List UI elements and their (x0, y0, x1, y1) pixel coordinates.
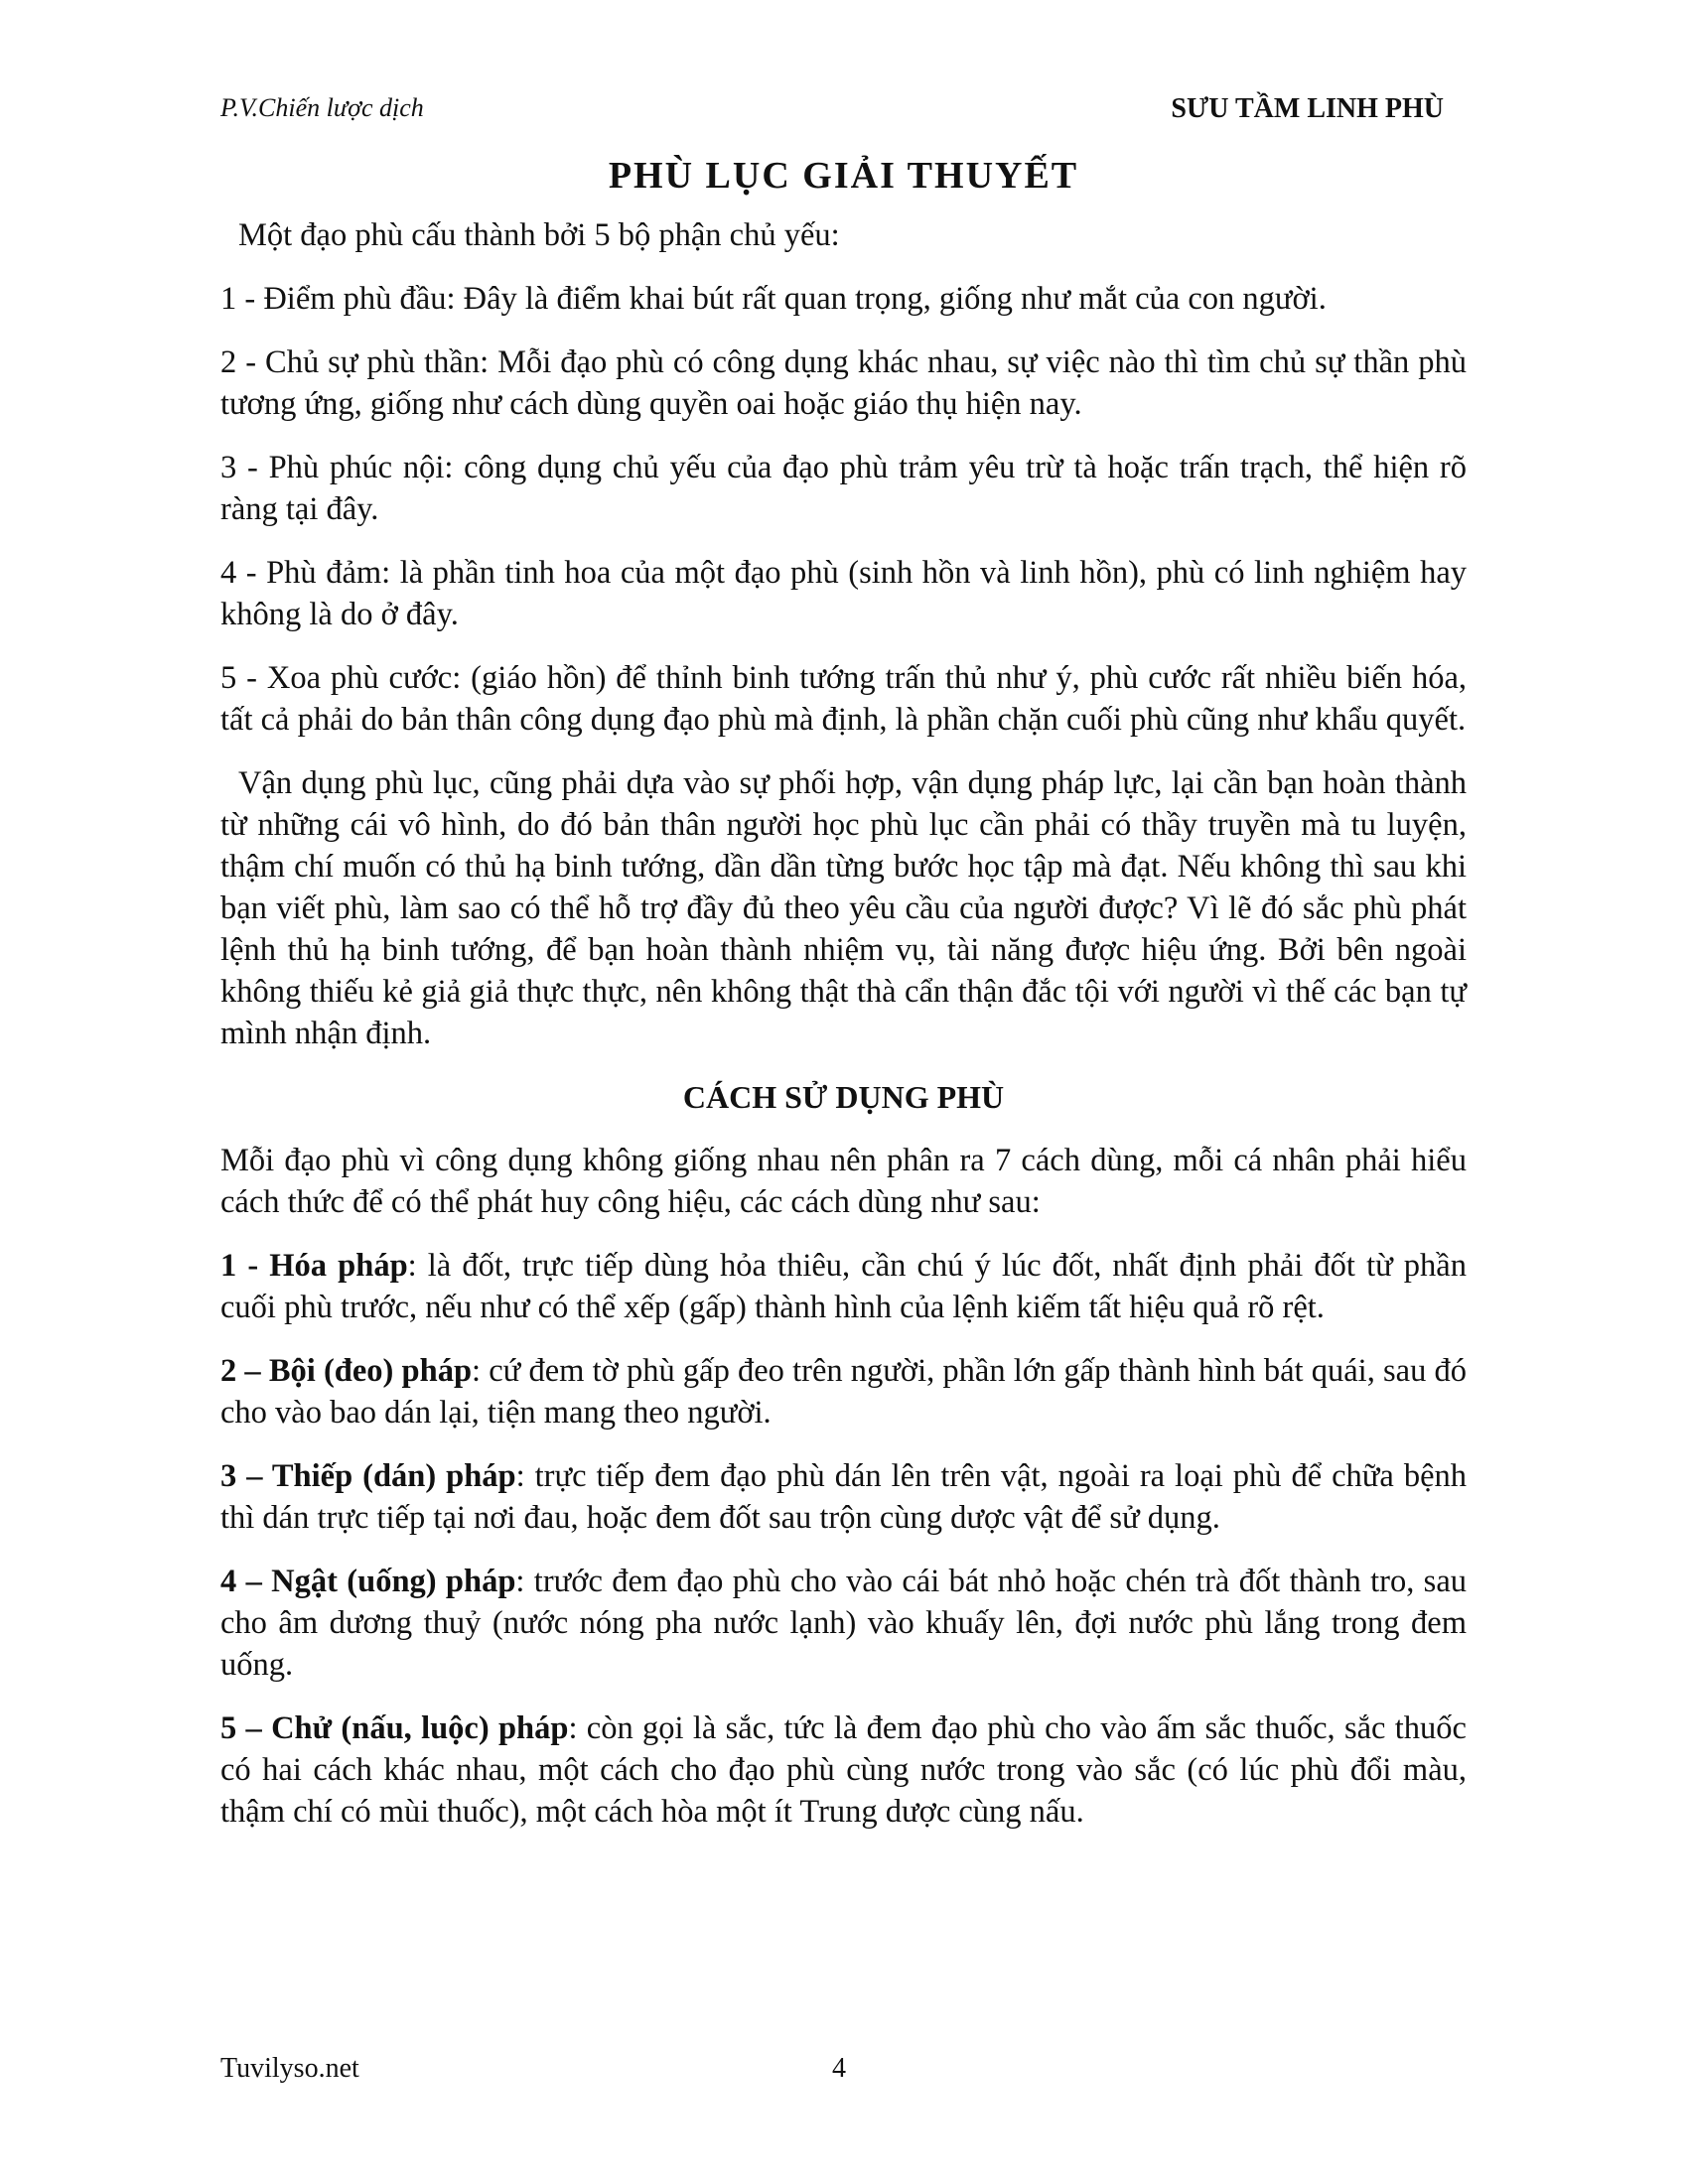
page-title: PHÙ LỤC GIẢI THUYẾT (608, 155, 1079, 197)
method-5-text: : còn gọi là sắc, tức là đem đạo phù cho vào ấm sắc thuốc, sắc thuốc có hai cách khác nhau, một cách cho đạo phù cùng nước trong vào sắc (có lúc phù đổi màu, thậm chí có mùi thuốc), một cách hòa một ít Trung dược cùng nấu. (220, 1710, 1467, 1830)
part-4-paragraph: 4 - Phù đảm: là phần tinh hoa của một đạo phù (sinh hồn và linh hồn), phù có linh nghiệm hay không là do ở đây. (220, 555, 1467, 632)
method-1-paragraph (220, 1245, 1467, 1328)
method-3-label: 3 – Thiếp (dán) pháp (220, 1458, 516, 1494)
method-4-paragraph (220, 1561, 1467, 1686)
method-1-text: : là đốt, trực tiếp dùng hỏa thiêu, cần chú ý lúc đốt, nhất định phải đốt từ phần cuối phù trước, nếu như có thể xếp (gấp) thành hình của lệnh kiếm tất hiệu quả rõ rệt. (220, 1248, 1467, 1325)
method-1-label: 1 - Hóa pháp (220, 1248, 408, 1284)
method-4-label: 4 – Ngật (uống) pháp (220, 1564, 516, 1599)
header-translator: P.V.Chiến lược dịch (220, 93, 424, 122)
method-3-paragraph (220, 1455, 1467, 1539)
part-1-paragraph: 1 - Điểm phù đầu: Đây là điểm khai bút rất quan trọng, giống như mắt của con người. (220, 281, 1327, 317)
method-3-text: : trực tiếp đem đạo phù dán lên trên vật, ngoài ra loại phù để chữa bệnh thì dán trực tiếp tại nơi đau, hoặc đem đốt sau trộn cùng dược vật để sử dụng. (220, 1458, 1467, 1536)
part-3-paragraph: 3 - Phù phúc nội: công dụng chủ yếu của đạo phù trảm yêu trừ tà hoặc trấn trạch, thể hiện rõ ràng tại đây. (220, 450, 1467, 527)
part-2-paragraph: 2 - Chủ sự phù thần: Mỗi đạo phù có công dụng khác nhau, sự việc nào thì tìm chủ sự thần phù tương ứng, giống như cách dùng quyền oai hoặc giáo thụ hiện nay. (220, 344, 1467, 422)
section-title-usage: CÁCH SỬ DỤNG PHÙ (682, 1079, 1005, 1115)
part-5-paragraph: 5 - Xoa phù cước: (giáo hồn) để thỉnh binh tướng trấn thủ như ý, phù cước rất nhiều biến hóa, tất cả phải do bản thân công dụng đạo phù mà định, là phần chặn cuối phù cũng như khẩu quyết. (220, 660, 1467, 738)
usage-intro-paragraph: Mỗi đạo phù vì công dụng không giống nhau nên phân ra 7 cách dùng, mỗi cá nhân phải hiểu cách thức để có thể phát huy công hiệu, các cách dùng như sau: (220, 1143, 1467, 1220)
method-5-paragraph (220, 1707, 1467, 1833)
method-2-text: : cứ đem tờ phù gấp đeo trên người, phần lớn gấp thành hình bát quái, sau đó cho vào bao dán lại, tiện mang theo người. (220, 1353, 1467, 1431)
page-content (220, 151, 1467, 1854)
footer-site: Tuvilyso.net (220, 2053, 359, 2084)
body-paragraph: Vận dụng phù lục, cũng phải dựa vào sự phối hợp, vận dụng pháp lực, lại cần bạn hoàn thành từ những cái vô hình, do đó bản thân người học phù lục cần phải có thầy truyền mà tu luyện, thậm chí muốn có thủ hạ binh tướng, dần dần từng bước học tập mà đạt. Nếu không thì sau khi bạn viết phù, làm sao có thể hỗ trợ đầy đủ theo yêu cầu của người được? Vì lẽ đó sắc phù phát lệnh thủ hạ binh tướng, để bạn hoàn thành nhiệm vụ, tài năng được hiệu ứng. Bởi bên ngoài không thiếu kẻ giả giả thực thực, nên không thật thà cẩn thận đắc tội với người vì thế các bạn tự mình nhận định. (220, 765, 1467, 1051)
method-2-paragraph (220, 1350, 1467, 1433)
header-book-title: SƯU TẦM LINH PHÙ (1171, 93, 1444, 124)
method-5-label: 5 – Chử (nấu, luộc) pháp (220, 1710, 569, 1746)
method-2-label: 2 – Bội (đeo) pháp (220, 1353, 473, 1389)
page-number: 4 (832, 2053, 846, 2084)
method-4-text: : trước đem đạo phù cho vào cái bát nhỏ hoặc chén trà đốt thành tro, sau cho âm dương thuỷ (nước nóng pha nước lạnh) vào khuấy lên, đợi nước phù lắng trong đem uống. (220, 1564, 1467, 1683)
intro-paragraph: Một đạo phù cấu thành bởi 5 bộ phận chủ yếu: (238, 217, 840, 253)
